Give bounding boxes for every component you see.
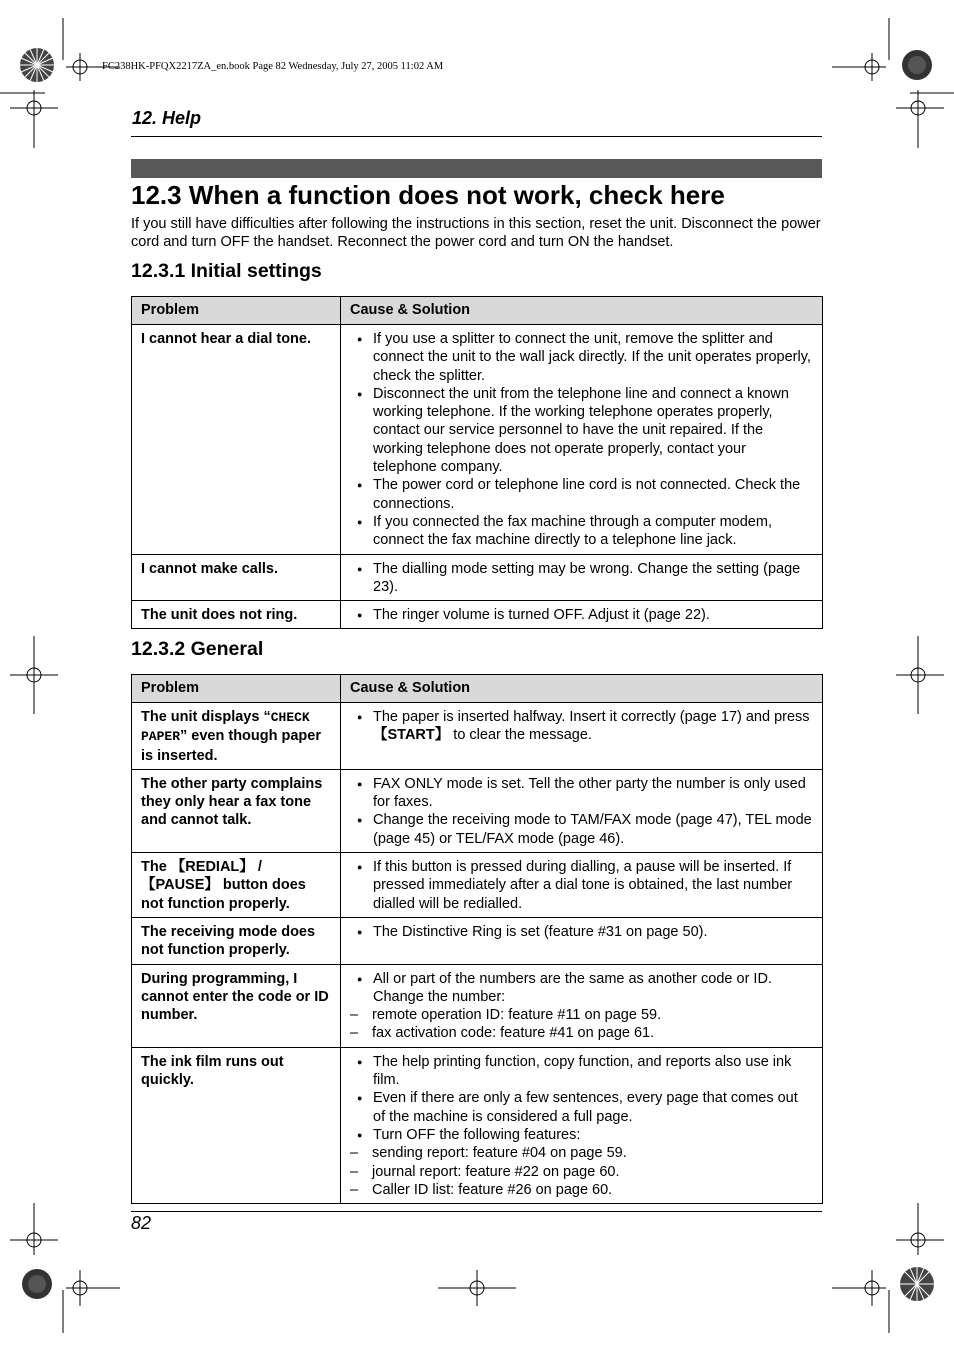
sub-item: – sending report: feature #04 on page 59. [350, 1144, 812, 1162]
solution-item: ● The Distinctive Ring is set (feature #31 on page 50). [350, 923, 812, 941]
solution-item: ● The dialling mode setting may be wrong. Change the setting (page 23). [350, 560, 812, 597]
intro-text: If you still have difficulties after following the instructions in this section, reset the unit. Disconnect the power cord and turn OFF the handset. Reconnect the power cord and turn ON the handset. [131, 216, 821, 250]
solution-cell [341, 601, 823, 629]
file-header: FC238HK-PFQX2217ZA_en.book Page 82 Wednesday, July 27, 2005 11:02 AM [102, 61, 444, 72]
solution-item: ● All or part of the numbers are the same as another code or ID. Change the number: [350, 970, 812, 1007]
solution-item: ● Disconnect the unit from the telephone line and connect a known working telephone. If the working telephone operates properly, contact our service personnel to have the unit repaired. If the working telephone does not operate properly, contact your telephone company. [350, 385, 812, 476]
page-number: 82 [131, 1213, 152, 1233]
problem-text: The unit displays “ [141, 709, 271, 725]
page-title: 12.3 When a function does not work, check here [131, 180, 725, 210]
table-row [132, 703, 823, 770]
solution-cell [341, 325, 823, 555]
problem-cell: The receiving mode does not function properly. [132, 917, 341, 964]
table-row [132, 554, 823, 601]
redial-key-label: 【REDIAL】 [170, 859, 254, 876]
table-row [132, 917, 823, 964]
start-key-label: 【START】 [373, 727, 450, 744]
solution-item: ● Change the receiving mode to TAM/FAX mode (page 47), TEL mode (page 45) or TEL/FAX mode (page 46). [350, 811, 812, 848]
header-rule [131, 136, 822, 137]
solution-header: Cause & Solution [341, 297, 823, 325]
solution-text: to clear the message. [449, 727, 592, 744]
table-header-row [132, 297, 823, 325]
key-separator: / [253, 859, 262, 876]
solution-item: ● If you use a splitter to connect the unit, remove the splitter and connect the unit to the wall jack directly. If the unit operates properly, check the splitter. [350, 330, 812, 385]
table-row [132, 964, 823, 1047]
problem-cell [132, 853, 341, 918]
sub-item: – remote operation ID: feature #11 on page 59. [350, 1006, 812, 1024]
general-table [131, 674, 823, 1204]
problem-cell: The other party complains they only hear a fax tone and cannot talk. [132, 769, 341, 852]
problem-header: Problem [132, 297, 341, 325]
table-header-row [132, 675, 823, 703]
problem-cell: I cannot hear a dial tone. [132, 325, 341, 555]
solution-text: The paper is inserted halfway. Insert it correctly (page 17) and press [373, 709, 810, 725]
title-bar [131, 159, 822, 178]
problem-cell [132, 703, 341, 770]
solution-cell [341, 703, 823, 770]
solution-cell [341, 917, 823, 964]
solution-cell [341, 853, 823, 918]
solution-item: ● If you connected the fax machine through a computer modem, connect the fax machine directly to a telephone line jack. [350, 513, 812, 550]
sub-item: – Caller ID list: feature #26 on page 60. [350, 1181, 812, 1199]
chapter-label: 12. Help [132, 108, 202, 128]
solution-cell [341, 1047, 823, 1203]
sub-item: – journal report: feature #22 on page 60. [350, 1163, 812, 1181]
solution-item: ● Even if there are only a few sentences, every page that comes out of the machine is considered a full page. [350, 1089, 812, 1126]
table-row [132, 601, 823, 629]
problem-cell: I cannot make calls. [132, 554, 341, 601]
solution-item: ● The help printing function, copy function, and reports also use ink film. [350, 1053, 812, 1090]
sub-item: – fax activation code: feature #41 on page 61. [350, 1024, 812, 1042]
table-row [132, 853, 823, 918]
display-message: CHECK PAPER [141, 710, 310, 745]
table-row [132, 769, 823, 852]
problem-text: ” even though paper is inserted. [141, 728, 322, 764]
table-row [132, 1047, 823, 1203]
problem-cell: The ink film runs out quickly. [132, 1047, 341, 1203]
section-heading-initial-settings: 12.3.1 Initial settings [131, 260, 322, 282]
problem-text: The [141, 859, 171, 876]
solution-item: ● If this button is pressed during dialling, a pause will be inserted. If pressed immediately after a dial tone is obtained, the last number dialled will be redialled. [350, 858, 812, 913]
solution-item [350, 708, 812, 745]
solution-cell [341, 554, 823, 601]
solution-item: ● The power cord or telephone line cord is not connected. Check the connections. [350, 476, 812, 513]
problem-cell: During programming, I cannot enter the code or ID number. [132, 964, 341, 1047]
table-row [132, 325, 823, 555]
solution-header: Cause & Solution [341, 675, 823, 703]
solution-cell [341, 964, 823, 1047]
footer-rule [131, 1211, 822, 1212]
problem-header: Problem [132, 675, 341, 703]
solution-cell [341, 769, 823, 852]
solution-item: ● Turn OFF the following features: [350, 1126, 812, 1144]
solution-item: ● FAX ONLY mode is set. Tell the other party the number is only used for faxes. [350, 775, 812, 812]
problem-text: button does not function properly. [141, 877, 306, 912]
pause-key-label: 【PAUSE】 [141, 877, 219, 894]
initial-settings-table [131, 296, 823, 629]
section-heading-general: 12.3.2 General [131, 638, 264, 660]
problem-cell: The unit does not ring. [132, 601, 341, 629]
solution-item: ● The ringer volume is turned OFF. Adjust it (page 22). [350, 606, 812, 624]
